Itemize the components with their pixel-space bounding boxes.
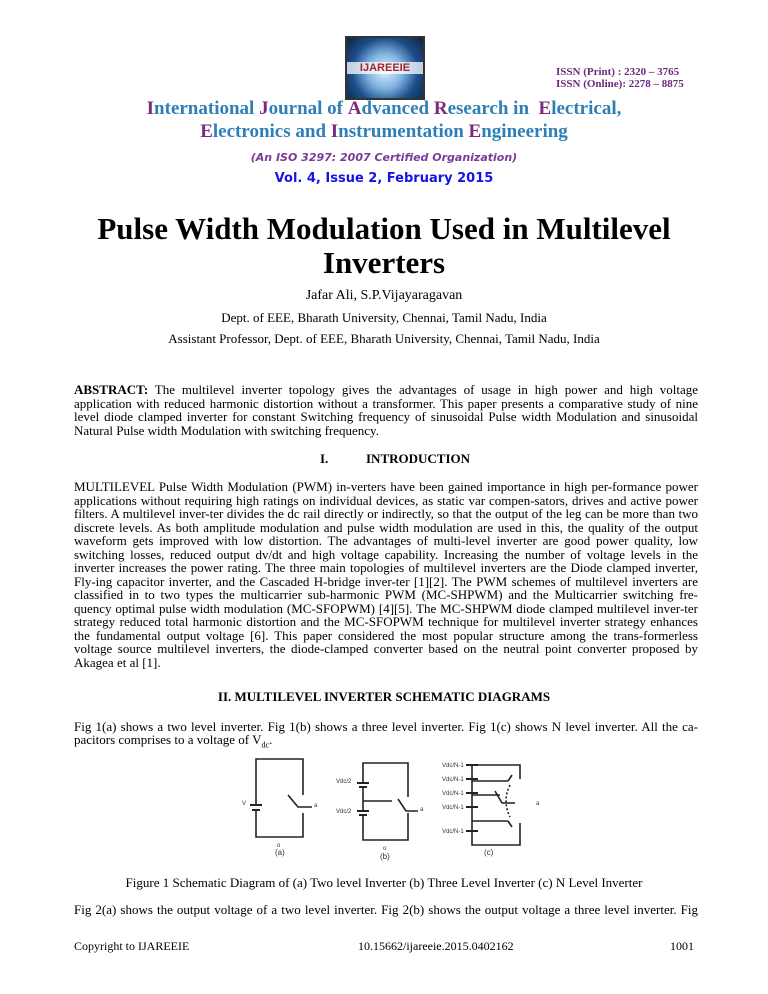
output-label-a: a <box>314 803 318 809</box>
journal-title-line1 <box>0 98 768 120</box>
text-line: waveform gets improved with low distortion. The advantages of multi-level inverter are good power quality, low <box>74 533 698 548</box>
vdc-half-label-bottom: Vdc/2 <box>336 809 352 815</box>
abstract-label: ABSTRACT: <box>74 382 149 397</box>
affiliation-2: Assistant Professor, Dept. of EEE, Bharath University, Chennai, Tamil Nadu, India <box>168 331 600 346</box>
initial: J <box>259 98 269 119</box>
ground-label-b: o <box>383 846 387 852</box>
text-line: Natural Pulse width Modulation with switching frequency. <box>74 422 379 438</box>
paper-title-line2: Inverters <box>322 245 446 280</box>
label-b: (b) <box>380 852 390 861</box>
word: ngineering <box>481 121 568 142</box>
initial: E <box>468 121 482 142</box>
text-line: classified in to two types the multicarrier sub-harmonic PWM (MC-SHPWM) and the Multicarrier switching fre- <box>74 587 698 602</box>
section2-line1: Fig 1(a) shows a two level inverter. Fig 1(b) shows a three level inverter. Fig 1(c) shows N level inverter. All the ca- <box>74 719 698 734</box>
output-label-b: a <box>420 807 424 813</box>
figure-1-schematic <box>240 755 560 865</box>
text-line: switching losses, reduced output dv/dt and high voltage capability. Increasing the number of voltage levels in the <box>74 546 698 562</box>
word: lectrical, <box>551 98 622 119</box>
text-line <box>74 383 698 397</box>
word: esearch in <box>447 98 539 119</box>
initial: E <box>200 121 213 142</box>
text-line: filters. A multilevel inver-ter divides the dc rail directly or indirectly, so that the output of the leg can be more than two <box>74 506 698 521</box>
text-line: level diode clamped inverter for constant Switching frequency of sinusoidal Pulse width Modulation and sinusoidal <box>74 409 698 424</box>
text-line: Fly-ing capacitor inverter, and the Cascaded H-bridge inver-ter [1][2]. The PWM schemes of multilevel inverters are <box>74 573 698 589</box>
authors: Jafar Ali, S.P.Vijayaragavan <box>305 288 463 303</box>
initial: I <box>146 98 155 119</box>
fig2-line: Fig 2(a) shows the output voltage of a two level inverter. Fig 2(b) shows the output voltage a three level inverter. Fig <box>74 902 698 917</box>
word: dvanced <box>361 98 434 119</box>
issn-print: ISSN (Print) : 2320 – 3765 <box>556 66 680 78</box>
word: nternational <box>154 98 260 119</box>
text: pacitors comprises to a voltage of V <box>74 732 262 747</box>
text-line: discrete levels. As both amplitude modulation and pulse width modulation are used in this, the quality of the output <box>74 519 698 535</box>
footer-copyright: Copyright to IJAREEIE <box>74 939 190 953</box>
three-level-inverter <box>357 763 418 840</box>
text: . <box>269 732 273 747</box>
subscript: dc <box>261 740 270 750</box>
intro-heading: INTRODUCTION <box>366 451 471 466</box>
vdc-n-label: Vdc/N-1 <box>442 829 464 835</box>
text-line: inverter increases the power rating. The three main topologies of multilevel inverters are the Diode clamped inverter, <box>74 560 698 575</box>
footer-doi: 10.15662/ijareeie.2015.0402162 <box>358 939 514 953</box>
word: ournal of <box>268 98 348 119</box>
text-line: MULTILEVEL Pulse Width Modulation (PWM) in-verters have been gained importance in high per-formance power <box>74 479 698 494</box>
vdc-n-label: Vdc/N-1 <box>442 777 464 783</box>
volume-issue: Vol. 4, Issue 2, February 2015 <box>274 171 494 186</box>
section2-line2 <box>74 733 698 752</box>
initial: I <box>330 121 339 142</box>
paper-title-line1: Pulse Width Modulation Used in Multilevel <box>97 211 671 246</box>
logo-text: IJAREEIE <box>347 62 423 74</box>
two-level-inverter <box>250 759 312 837</box>
figure-1-caption: Figure 1 Schematic Diagram of (a) Two level Inverter (b) Three Level Inverter (c) N Level Inverter <box>125 875 643 890</box>
vdc-n-label: Vdc/N-1 <box>442 791 464 797</box>
text-line: application with reduced harmonic distortion without a transformer. This paper presents a comparative study of nine <box>74 395 698 411</box>
text-line: quency optimal pulse width modulation (MC-SFOPWM) [4][5]. The MC-SHPWM diode clamped multilevel inver-ter <box>74 600 698 616</box>
section2-heading: II. MULTILEVEL INVERTER SCHEMATIC DIAGRAMS <box>217 689 551 704</box>
vdc-half-label-top: Vdc/2 <box>336 779 352 785</box>
issn-online: ISSN (Online): 2278 – 8875 <box>556 78 684 90</box>
vdc-n-label: Vdc/N-1 <box>442 763 464 769</box>
text-line: applications without requiring high ratings on individual devices, as static var compen-sators, drives and active power <box>74 492 698 508</box>
initial: E <box>538 98 552 119</box>
word: nstrumentation <box>338 121 469 142</box>
initial: A <box>347 98 362 119</box>
label-a: (a) <box>275 848 285 857</box>
vdc-n-label: Vdc/N-1 <box>442 805 464 811</box>
text-line: the fundamental output voltage [6]. This paper considered the most popular structure among the trans-formerless <box>74 627 698 643</box>
journal-logo <box>345 36 425 100</box>
word: lectronics and <box>212 121 331 142</box>
label-c: (c) <box>484 848 494 857</box>
text-line: strategy reduced total harmonic distortion and the MC-SFOPWM technique for multilevel inverter strategy enhances <box>74 614 698 629</box>
n-level-inverter <box>466 765 520 845</box>
ground-label-a: o <box>277 843 281 849</box>
initial: R <box>433 98 448 119</box>
affiliation-1: Dept. of EEE, Bharath University, Chennai, Tamil Nadu, India <box>221 310 547 325</box>
certification: (An ISO 3297: 2007 Certified Organization) <box>250 151 518 164</box>
text: The multilevel inverter topology gives the advantages of usage in high power and high voltage <box>148 382 698 397</box>
intro-number: I. <box>320 451 329 466</box>
text-line: Akagea et al [1]. <box>74 654 161 670</box>
footer-page-number: 1001 <box>670 939 694 953</box>
vdc-label: V <box>242 801 247 807</box>
journal-title-line2 <box>0 121 768 143</box>
text-line: voltage source multilevel inverters, the diode-clamped converter based on the neutral point converter proposed by <box>74 641 698 656</box>
output-label-c: a <box>536 801 540 807</box>
